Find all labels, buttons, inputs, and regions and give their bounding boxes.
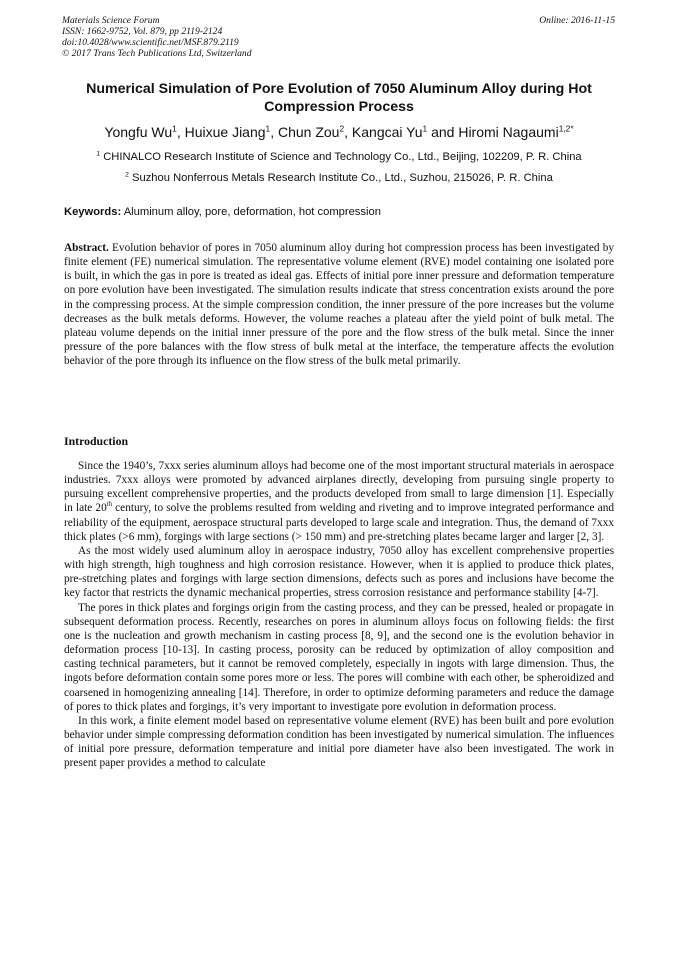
issn-line: ISSN: 1662-9752, Vol. 879, pp 2119-2124 xyxy=(62,26,223,37)
author-name: Kangcai Yu xyxy=(351,124,423,140)
journal-header xyxy=(62,15,252,59)
author-and: and xyxy=(427,124,459,140)
affiliation-mark: 2 xyxy=(125,171,129,179)
keywords-label: Keywords: xyxy=(64,206,122,218)
author-name: Hiromi Nagaumi xyxy=(458,124,559,140)
author-affiliation-mark: 1 xyxy=(172,123,177,134)
author-affiliation-mark: 1 xyxy=(265,123,271,134)
author-name: Huixue Jiang xyxy=(184,124,266,140)
paragraph-text: Since the 1940’s, 7xxx series aluminum alloys had become one of the most important structural materials in aerospace industries. 7xxx alloys were promoted by advanced airplanes directly, developing from pursuing single property to pursuing excellent comprehensive properties, and the products developed from small to large dimension [1]. Especially in late 20 xyxy=(64,460,614,515)
abstract-label: Abstract. xyxy=(64,242,109,254)
introduction-body xyxy=(64,459,614,770)
author-separator: , xyxy=(270,124,278,140)
abstract-text: Evolution behavior of pores in 7050 aluminum alloy during hot compression process has been investigated by finite element (FE) numerical simulation. The representative volume element (RVE) model containing one isolated pore is built, in which the gas in pore is treated as ideal gas. Effects of initial pore inner pressure and deformation temperature on pore evolution have been investigated. The simulation results indicate that stress concentration exists around the pore in the compressing process. At the simple compression condition, the inner pressure of the pore increases but the volume decreases as the bulk metals deforms. However, the volume reaches a plateau after the yield point of bulk metal. The plateau volume depends on the initial inner pressure of the pore and the flow stress of the bulk metal. Since the inner pressure of the pore balances with the flow stress of bulk metal at the interface, the temperature affects the evolution behavior of the pore through its influence on the flow stress of the bulk metal primarily. xyxy=(64,242,614,368)
abstract xyxy=(64,241,614,368)
author-separator: , xyxy=(176,124,185,140)
affiliation-mark: 1 xyxy=(96,150,101,158)
author-name: Yongfu Wu xyxy=(104,124,173,140)
affiliation-1 xyxy=(50,150,628,164)
keywords-text: Aluminum alloy, pore, deformation, hot compression xyxy=(123,206,381,218)
paragraph: In this work, a finite element model based on representative volume element (RVE) has been built and pore evolution behavior under simple compressing deformation condition has been investigated by numerical simulation. The influences of initial pore pressure, deformation temperature and initial pore diameter have also been investigated. The work in present paper provides a method to calculate xyxy=(64,714,614,770)
affiliation-text: Suzhou Nonferrous Metals Research Institute Co., Ltd., Suzhou, 215026, P. R. China xyxy=(132,172,553,184)
journal-name: Materials Science Forum xyxy=(62,15,160,26)
author-affiliation-mark: 1 xyxy=(422,123,428,134)
paragraph-text: century, to solve the problems resulted from welding and riveting and to improve integrated performance and reliability of the equipment, aerospace structural parts developed to large scale and integration. Thus, the demand of 7xxx thick plates (>6 mm), forgings with large sections (> 150 mm) and pre-stretching plates became larger and larger [2, 3]. xyxy=(64,502,614,543)
online-date: Online: 2016-11-15 xyxy=(539,15,615,26)
superscript: th xyxy=(106,501,112,509)
paragraph xyxy=(64,459,614,544)
paper-title: Numerical Simulation of Pore Evolution of 7050 Aluminum Alloy during Hot Compression Process xyxy=(86,81,592,115)
author-separator: , xyxy=(344,124,352,140)
doi-line: doi:10.4028/www.scientific.net/MSF.879.2119 xyxy=(62,37,239,48)
affiliation-2 xyxy=(50,171,628,185)
paragraph: As the most widely used aluminum alloy in aerospace industry, 7050 alloy has excellent comprehensive properties with high strength, high toughness and high corrosion resistance. However, when it is applied to produce thick plates, pre-stretching plates and forgings with large section dimensions, defects such as pores and inclusions have become the key factor that restricts the dynamic mechanical properties, stress corrosion resistance and performance stability [4-7]. xyxy=(64,544,614,600)
author-affiliation-mark: 1,2* xyxy=(558,123,574,134)
author-name: Chun Zou xyxy=(277,124,340,140)
keywords xyxy=(64,205,614,219)
copyright-line: © 2017 Trans Tech Publications Ltd, Switzerland xyxy=(62,48,252,59)
section-heading-introduction: Introduction xyxy=(64,434,129,448)
author-affiliation-mark: 2 xyxy=(339,123,345,134)
affiliation-text: CHINALCO Research Institute of Science and Technology Co., Ltd., Beijing, 102209, P. R. China xyxy=(103,151,582,163)
author-list xyxy=(50,123,628,141)
paragraph: The pores in thick plates and forgings origin from the casting process, and they can be pressed, healed or propagate in subsequent deformation process. Recently, researches on pores in aluminum alloys focus on following fields: the first one is the nucleation and growth mechanism in casting process [8, 9], and the second one is the evolution behavior in deformation process [10-13]. In casting process, porosity can be reduced by optimization of alloy composition and casting technical parameters, but it cannot be removed completely, especially in ingots with large dimension. Thus, the ingots before deformation contain some pores more or less. The pores will combine with each other, be spheroidized and coarsened in homogenizing annealing [14]. Therefore, in order to optimize deforming parameters and reduce the damage of pores to thick plates and forgings, it’s very important to investigate pore evolution in deformation process. xyxy=(64,601,614,713)
